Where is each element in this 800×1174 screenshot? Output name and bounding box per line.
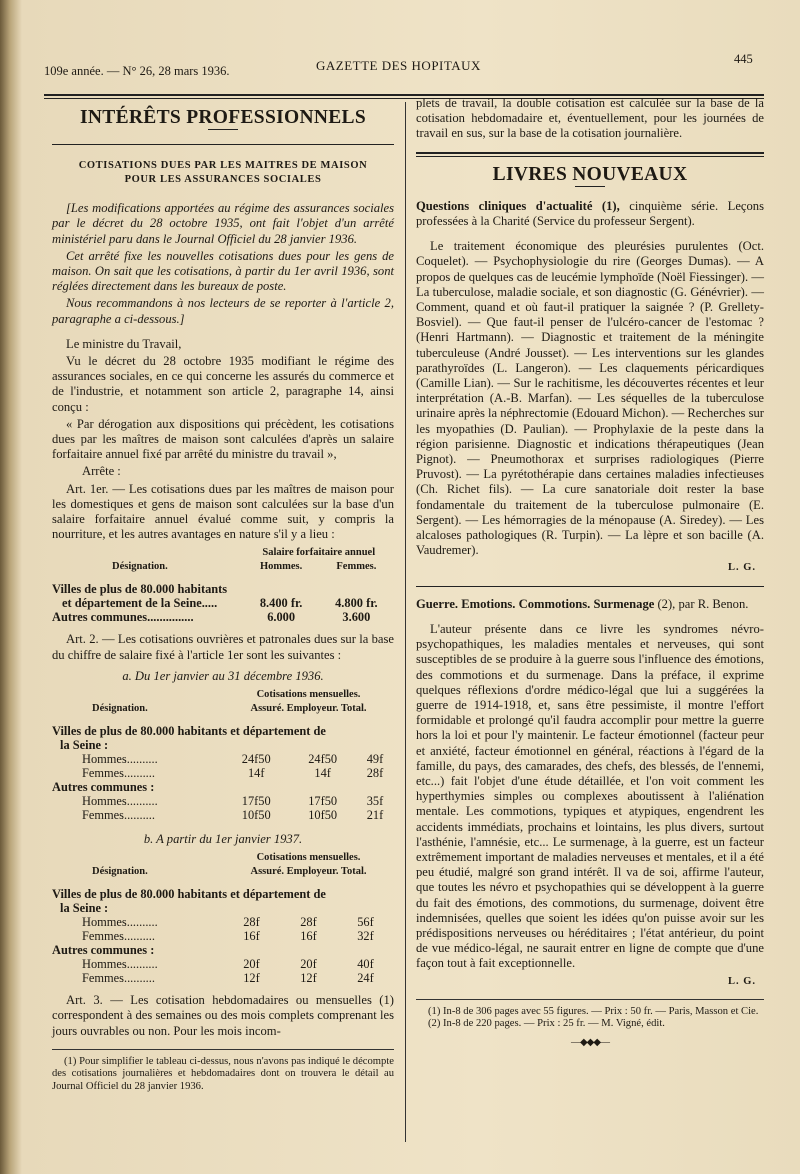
cotisations-1936-table: Cotisations mensuelles. Désignation. Assuré. Employeur. Total. Villes de plus de 80.000 habitants et département de la Seine : Hommes.......... 24f50 24f50 49f Femmes.......... 14f 14f 28f Autres communes : Hommes.......... 17f50 17f50 35f Femmes.......... 10f50 10f50 21f <box>52 688 394 822</box>
cotisations-1937-table: Cotisations mensuelles. Désignation. Assuré. Employeur. Total. Villes de plus de 80.000 habitants et département de la Seine : Hommes.......... 28f 28f 56f Femmes.......... 16f 16f 32f Autres communes : Hommes.......... 20f 20f 40f Femmes.......... 12f 12f 24f <box>52 851 394 985</box>
table-row: Femmes.......... 16f 16f 32f <box>82 929 374 944</box>
title-rule <box>208 129 238 130</box>
table-row: Femmes.......... 12f 12f 24f <box>82 971 374 986</box>
column-divider <box>405 102 406 1142</box>
book-entry-2-text: L'auteur présente dans ce livre les syndromes névro-psychopathiques, les maladies mentales et nerveuses, qui sont susceptibles de se produire à la guerre sous l'influence des émotions, des commotions et du surmenage. Dans la préface, il exprime quelques réflexions d'ordre médico-légal que lui a suggérées la guerre de 1914-1918, et, sans être pessimiste, il montre l'effort formidable et prolongé qu'il faudra accomplir pour mettre la guerre hors la loi et pour l'y maintenir. Le facteur émotionnel (facteur peur et anxiété, facteur émotionnel en général, réactions à l'égard de la famille, du pays, des camarades, des chefs, des blessés, de l'ennemi, etc...) fait l'objet d'une étude détaillée, et l'on voit comment les hyperthymies simples ou complexes aboutissent à l'aliénation mentale. Les commotions, typiques et atypiques, engendrent les accidents immédiats, prochains et lointains, les plus divers, surtout l'asthénie, l'amnésie, etc... Le surmenage, à la guerre, est un facteur extrêmement important de maladies nerveuses et mentales, et il a été peu étudié, malgré son grand intérêt. Il va de soi, affirme l'auteur, que toutes les névro et psychopathies qui se développent à la guerre du fait des émotions, des commotions, du surmenage, doivent être indemnisées, quelles que soient les idées qu'on puisse avoir sur les prédispositions nerveuses ou héréditaires ; l'état antérieur, du point de vue médico-légal, ne saurait entrer en ligne de compte que d'une façon tout à fait exceptionnelle. <box>416 621 764 971</box>
title-rule <box>575 186 605 187</box>
issue-info: 109e année. — N° 26, 28 mars 1936. <box>44 64 230 78</box>
article-title-line2: POUR LES ASSURANCES SOCIALES <box>124 174 322 186</box>
right-column <box>416 96 764 1050</box>
paragraph-ministre: Le ministre du Travail, <box>66 336 182 351</box>
section-title-interets: INTÉRÊTS PROFESSIONNELS <box>80 107 366 128</box>
paragraph-derogation: « Par dérogation aux dispositions qui précèdent, les cotisations dues par les maîtres de maison sont calculées d'après un salaire forfaitaire annuel fixé par arrêté du ministre du travail », <box>52 416 394 462</box>
book-entry-1-text: Le traitement économique des pleurésies purulentes (Oct. Coquelet). — Psychophysiologie du rire (Georges Dumas). — A propos de quelques cas de leucémie lymphoïde (Noël Fiessinger). — La tuberculose, maladie sociale, et son diagnostic (G. Génévrier). — Comment, quand et où faut-il pratiquer la saignée ? (P. Grellety-Bosviel). — Que faut-il penser de l'ulcéro-cancer de l'estomac ? (Henri Hartmann). — Diagnostic et traitement de la méningite tuberculeuse (André Jousset). — Les interventions sur les glandes parathyroïdes (L. Langeron). — Les claquements péricardiques (Camille Lian). — Sur le rachitisme, les découvertes récentes et leur interprétation (A.-B. Marfan). — Les séquelles de la tuberculose urinaire après la néphrectomie (Edouard Michon). — Recherches sur les myopathies (D. Paulian). — Prophylaxie de la peste dans la région parisienne. Diagnostic et indications thérapeutiques (Jean Pignot). — Pneumothorax et surprises radiologiques (Pierre Pruvost). — La pyrétothérapie dans certaines maladies infectieuses (Ch. Richet fils). — La cure sanatoriale doit rester la base fondamentale du traitement de la tuberculose pulmonaire (E. Sergent). — Les hémorragies de la ménopause (A. Siredey). — Les alcaloses pathologiques (R. Turpin). — La lèpre et son bacille (A. Vaudremer). <box>416 239 764 558</box>
salary-header: Salaire forfaitaire annuel <box>262 547 376 559</box>
designation-header: Désignation. <box>112 561 168 573</box>
salary-table <box>52 546 394 624</box>
continued-paragraph: plets de travail, la double cotisation est calculée sur la base de la cotisation hebdomadaire et, éventuellement, pour les journées de travail en sus, sur la base de la cotisation journalière. <box>416 96 764 141</box>
table-row: Villes de plus de 80.000 habitants et département de la Seine..... 8.400 fr. 4.800 fr. <box>52 582 378 611</box>
intro-paragraph-3: Nous recommandons à nos lecteurs de se reporter à l'article 2, paragraphe a ci-dessous.] <box>52 296 394 326</box>
intro-paragraph-2: Cet arrêté fixe les nouvelles cotisations dues pour les gens de maison. On sait que les cotisations, à partir du 1er avril 1936, sont réglées directement dans les bureaux de poste. <box>52 248 394 294</box>
footnote-rule <box>52 1049 394 1050</box>
paragraph-vu: Vu le décret du 28 octobre 1935 modifiant le régime des assurances sociales, en ce qui concerne les assurés du commerce et de l'industrie, et notamment son article 2, paragraphe 14, ainsi conçu : <box>52 354 394 414</box>
table-row: Hommes.......... 24f50 24f50 49f <box>82 752 384 767</box>
section-rule-thin <box>416 156 764 157</box>
book-entry-2-signature: L. G. <box>727 975 756 987</box>
table-row: Hommes.......... 20f 20f 40f <box>82 957 374 972</box>
entry-rule <box>416 586 764 587</box>
book-entry-2-heading: Guerre. Emotions. Commotions. Surmenage (2), par R. Benon. <box>416 596 749 611</box>
paragraph-art2: Art. 2. — Les cotisations ouvrières et patronales dues sur la base du chiffre de salaire fixé à l'article 1er sont les suivantes : <box>52 632 394 662</box>
paragraph-art3: Art. 3. — Les cotisation hebdomadaires ou mensuelles (1) correspondent à des semaines ou des mois complets comprenant les jours ouvrables ou non. Pour les mois incom- <box>52 993 394 1038</box>
section-rule-double <box>416 152 764 154</box>
article-title-line1: COTISATIONS DUES PAR LES MAITRES DE MAISON <box>78 160 368 172</box>
journal-name: GAZETTE DES HOPITAUX <box>316 58 481 73</box>
table-row: Autres communes............... 6.000 3.600 <box>52 610 371 625</box>
book-entry-1-heading: Questions cliniques d'actualité (1), cinquième série. Leçons professées à la Charité (Service du professeur Sergent). <box>416 198 764 229</box>
article-title <box>52 159 394 187</box>
paragraph-arrete: Arrête : <box>82 464 121 479</box>
table-row: Hommes.......... 28f 28f 56f <box>82 915 374 930</box>
footnote-left: (1) Pour simplifier le tableau ci-dessus, nous n'avons pas indiqué le décompte des cotisations journalières et hebdomadaires dont on trouvera le détail au Journal Officiel du 28 janvier 1936. <box>52 1055 394 1093</box>
page-number: 445 <box>734 52 753 66</box>
left-column <box>52 104 394 1094</box>
section-title-livres: LIVRES NOUVEAUX <box>492 163 688 185</box>
intro-paragraph-1: [Les modifications apportées au régime des assurances sociales par le décret du 28 octobre 1935, ont fait l'objet d'un arrêté ministériel paru dans le Journal Officiel du 28 janvier 1936. <box>52 201 394 246</box>
end-ornament: —◆◆◆— <box>570 1036 610 1048</box>
footnote-rule <box>416 999 764 1000</box>
page-header <box>44 52 764 82</box>
hommes-header: Hommes. <box>259 561 303 573</box>
femmes-header: Femmes. <box>336 561 377 573</box>
section-rule <box>52 144 394 145</box>
table-row: Hommes.......... 17f50 17f50 35f <box>82 794 384 809</box>
footnote-right-1: (1) In-8 de 306 pages avec 55 figures. — Prix : 50 fr. — Paris, Masson et Cie. <box>428 1005 759 1017</box>
book-entry-1-signature: L. G. <box>727 562 756 574</box>
footnote-right-2: (2) In-8 de 220 pages. — Prix : 25 fr. — M. Vigné, édit. <box>428 1018 665 1030</box>
table2-caption: a. Du 1er janvier au 31 décembre 1936. <box>122 668 324 683</box>
paragraph-art1: Art. 1er. — Les cotisations dues par les maîtres de maison pour les domestiques et gens de maison sont calculées sur la base d'un salaire forfaitaire annuel évalué comme suit, y compris la nourriture, et les autres avantages en nature s'il y a lieu : <box>52 481 394 542</box>
table3-caption: b. A partir du 1er janvier 1937. <box>143 832 303 847</box>
table-row: Femmes.......... 10f50 10f50 21f <box>82 808 384 823</box>
table-row: Femmes.......... 14f 14f 28f <box>82 766 384 781</box>
